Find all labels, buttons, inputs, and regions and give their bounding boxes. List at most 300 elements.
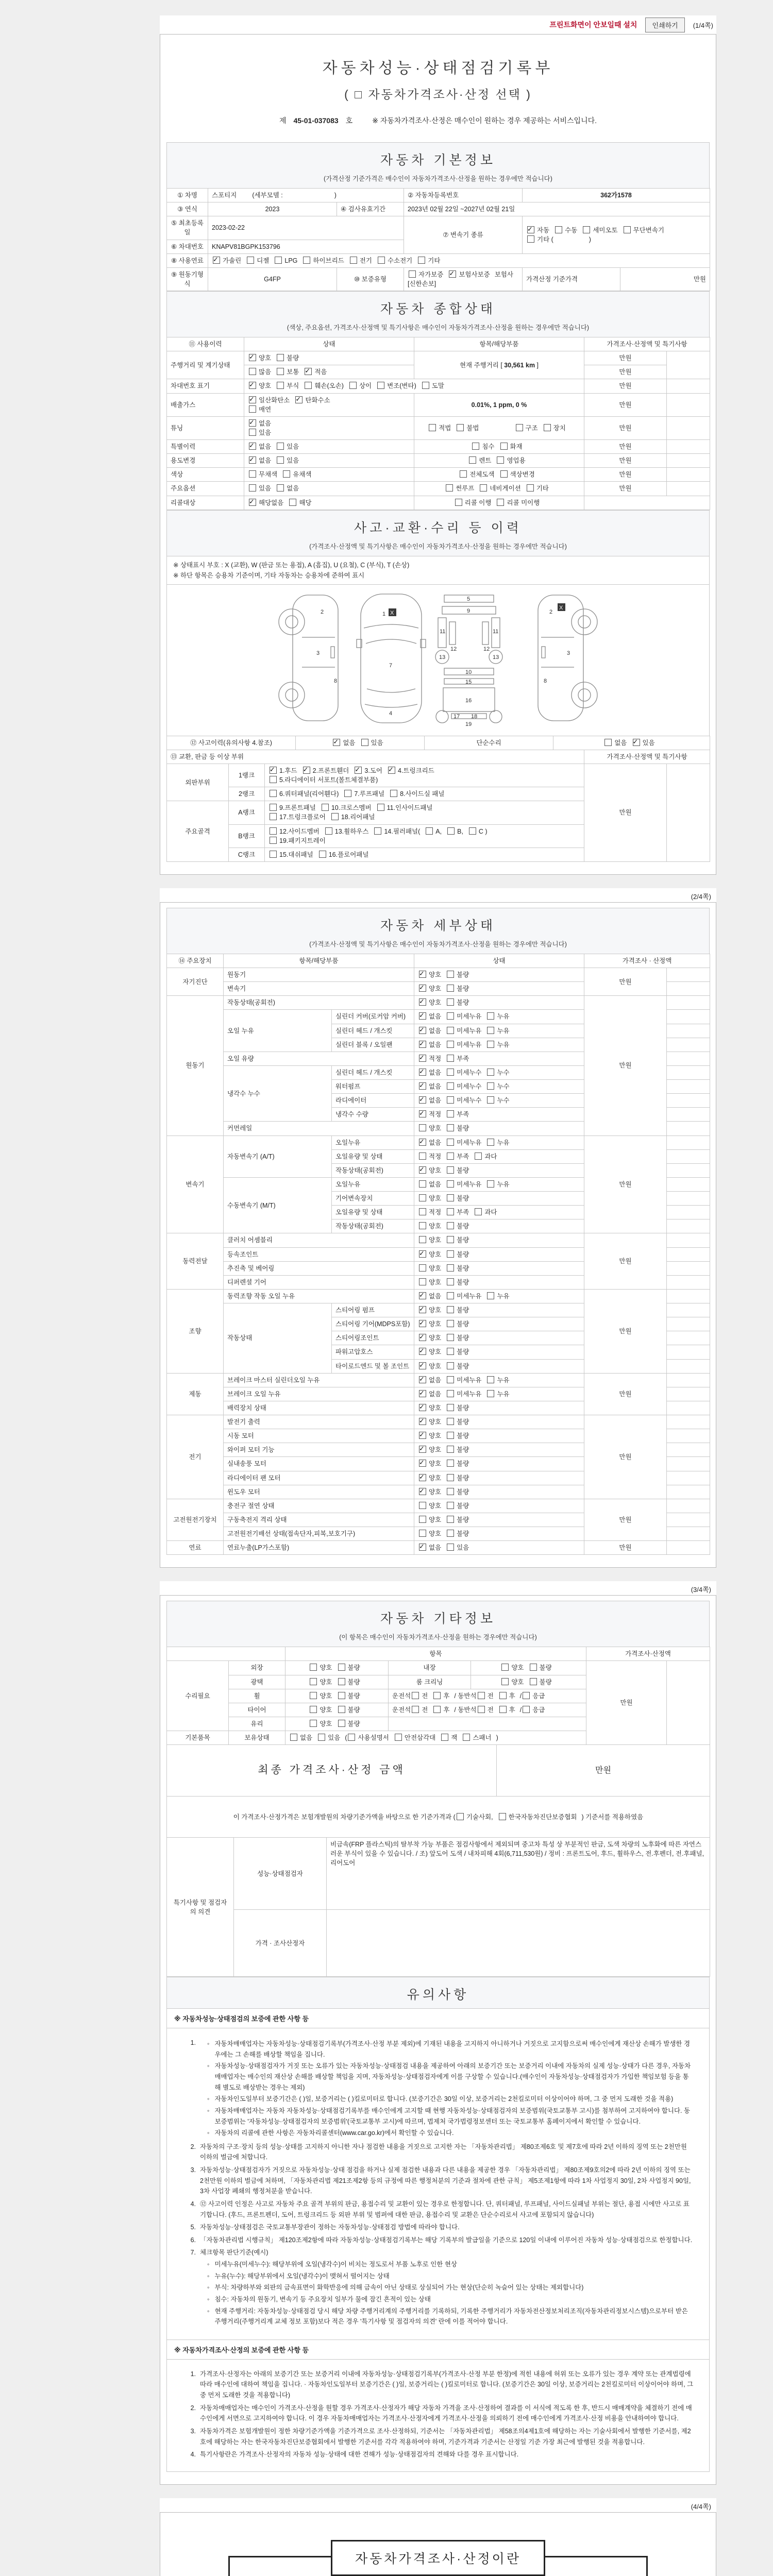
checkbox-unchecked bbox=[318, 1734, 325, 1741]
table-cell bbox=[667, 1457, 710, 1471]
table-cell: 스티어링조인트 bbox=[332, 1331, 414, 1345]
checkbox-label: 있음 bbox=[457, 1544, 469, 1552]
section-accident-history bbox=[166, 510, 710, 556]
checkbox-checked bbox=[419, 1110, 426, 1117]
table-cell: 원동기 bbox=[167, 996, 224, 1136]
checkbox-checked bbox=[419, 1376, 426, 1383]
panel-number: 3 bbox=[567, 650, 570, 656]
checkbox-label: 양호 bbox=[259, 382, 272, 390]
notice-text: 자동차가격은 보험개발원이 정한 차량기준가액을 기준가격으로 조사·산정하되, 기준서는 「자동차관리법」 제58조의4제1호에 해당하는 자는 기술사회에서 발행한 기준서를, 제2호에 해당하는 자는 한국자동차진단보증협회에서 발행한 기준서를 각각 적용하여야 하며, 기준가격과 기준서는 산정일 기준 가장 최근에 발행된 것을 적용합니다. bbox=[200, 2427, 691, 2446]
checkbox-unchecked bbox=[447, 1278, 454, 1285]
print-toolbar bbox=[160, 15, 716, 34]
table-cell bbox=[667, 996, 710, 1010]
other-info bbox=[166, 1647, 710, 1745]
checkbox-label: 일산화탄소 bbox=[259, 396, 290, 404]
basic-info-table bbox=[166, 188, 710, 291]
checkbox-label: 3.도어 bbox=[364, 767, 382, 774]
checkbox-checked bbox=[419, 1390, 426, 1397]
sheet-page-2 bbox=[160, 902, 716, 1568]
checkbox-checked bbox=[305, 368, 312, 375]
checkbox-unchecked bbox=[277, 484, 284, 492]
table-cell bbox=[265, 801, 584, 824]
checkbox-label: 없음 bbox=[259, 419, 272, 427]
notice-number: 1. bbox=[190, 2039, 196, 2047]
table-cell: 클러치 어셈블리 bbox=[224, 1233, 414, 1247]
checkbox-label: 미세누수 bbox=[457, 1097, 482, 1105]
notice-sub-item: ◦ 자동차의 리콜에 관한 사항은 자동차리콜센터(www.car.go.kr)에서 확인할 수 있습니다. bbox=[200, 2128, 694, 2139]
checkbox-label: 불량 bbox=[457, 1264, 469, 1272]
table-cell: 만원 bbox=[584, 393, 667, 416]
checkbox-checked bbox=[419, 1404, 426, 1411]
table-cell: 오일누유 bbox=[332, 1177, 414, 1191]
table-cell: 스포티지 (세부모델 : ) bbox=[208, 189, 404, 202]
checkbox-label: 불량 bbox=[539, 1664, 552, 1672]
checkbox-unchecked bbox=[478, 1692, 485, 1699]
table-cell: 라디에이터 팬 모터 bbox=[224, 1471, 414, 1485]
page-indicator-4: (4/4쪽) bbox=[160, 2498, 716, 2512]
page-indicator-3: (3/4쪽) bbox=[160, 1581, 716, 1595]
notice-item bbox=[188, 2165, 694, 2197]
checkbox-unchecked bbox=[447, 1320, 454, 1327]
notice-number: 2. bbox=[190, 2404, 196, 2412]
table-cell bbox=[389, 1717, 586, 1731]
exchange-sheetmetal-table bbox=[166, 750, 710, 862]
checkbox-unchecked bbox=[527, 235, 534, 243]
checkbox-unchecked bbox=[447, 1041, 454, 1048]
table-cell bbox=[667, 1024, 710, 1038]
checkbox-label: 불량 bbox=[457, 985, 469, 993]
checkbox-unchecked bbox=[446, 484, 453, 492]
checkbox-label: 수동 bbox=[565, 226, 578, 234]
checkbox-label: 있음 bbox=[259, 429, 272, 436]
checkbox-unchecked bbox=[472, 443, 479, 450]
checkbox-unchecked bbox=[290, 1734, 297, 1741]
checkbox-label: 누유 bbox=[497, 1027, 510, 1035]
table-cell bbox=[667, 1527, 710, 1541]
checkbox-unchecked bbox=[350, 257, 357, 264]
checkbox-label: 양호 bbox=[429, 1264, 442, 1272]
checkbox-unchecked bbox=[487, 1096, 494, 1104]
table-cell bbox=[414, 1233, 584, 1247]
checkbox-label: 없음 bbox=[300, 1734, 313, 1741]
checkbox-label: 없음 bbox=[429, 1083, 442, 1090]
print-button[interactable]: 인쇄하기 bbox=[645, 18, 684, 32]
table-cell bbox=[296, 736, 425, 750]
notice-item bbox=[188, 2426, 694, 2447]
checkbox-label: 양호 bbox=[429, 1278, 442, 1286]
table-cell: 내장 bbox=[389, 1661, 471, 1675]
checkbox-label: 없음 bbox=[343, 739, 356, 747]
checkbox-unchecked bbox=[349, 382, 357, 389]
checkbox-label: 양호 bbox=[429, 1236, 442, 1244]
table-cell bbox=[667, 1261, 710, 1275]
table-cell: 파워고압호스 bbox=[332, 1345, 414, 1359]
checkbox-label: 불량 bbox=[457, 1530, 469, 1537]
checkbox-label: 상이 bbox=[359, 382, 372, 390]
table-cell: 만원 bbox=[584, 379, 667, 393]
document-subtitle: ( □ 자동차가격조사·산정 선택 ) bbox=[344, 88, 532, 101]
section-subtitle: (가격조사·산정액 및 특기사항은 매수인이 자동차가격조사·산정을 원하는 경우에만 적습니다) bbox=[309, 543, 567, 550]
table-cell: 362가1578 bbox=[523, 189, 710, 202]
notice-number: 5. bbox=[190, 2224, 196, 2231]
table-cell bbox=[414, 1303, 584, 1317]
checkbox-unchecked bbox=[303, 257, 310, 264]
notice-text: 자동차의 구조·장치 등의 성능·상태를 고지하지 아니한 자나 점검한 내용을 거짓으로 고지한 자는 「자동차관리법」 제80조제6호 및 제7호에 따라 2년 이하의 징역 또는 2천만원 이하의 벌금에 처합니다. bbox=[200, 2143, 687, 2161]
checkbox-checked bbox=[419, 1041, 426, 1048]
price-definition-title: 자동차가격조사·산정이란 bbox=[331, 2540, 545, 2576]
print-install-link[interactable]: 프린트화면이 안보일때 설치 bbox=[549, 21, 637, 29]
checkbox-unchecked bbox=[277, 354, 284, 361]
notice-item bbox=[188, 2449, 694, 2460]
table-cell: 기본품목 bbox=[167, 1731, 229, 1745]
notice-text: 체크항목 판단기준(예시) ◦ 미세누유(미세누수): 해당부위에 오일(냉각수)이 비치는 정도로서 부품 노후로 인한 현상 ◦ 누유(누수): 해당부위에서 오일(냉각수)이 맺혀서 떨어지는 상태 ◦ 부식: 차량하부와 외판의 금속표면이 화학반응에 의해 금속이 아닌 상태로 상실되어 가는 현상(단순히 녹슬어 있는 상태는 제외합니다) ◦ 침수: 자동차의 원동기, 변속기 등 주요장치 일부가 물에 잠긴 흔적이 있는 상태 ◦ 현재 주행거리: 자동차성능·상태점검 당시 해당 차량 주행거리계의 주행거리를 기록하되, 기록한 주행거리가 자동차전산정보처리조직(자동차관리정보시스템)으로부터 받은 주행거리(주행거리계 교체 정보 포함)보다 적은 경우 '특기사항 및 점검자의 의견' 란에 이를 적어야 합니다. bbox=[200, 2247, 694, 2328]
checkbox-label: 불량 bbox=[347, 1706, 360, 1714]
checkbox-label: 양호 bbox=[429, 1530, 442, 1537]
table-cell: 작동상태(공회전) bbox=[332, 1163, 414, 1177]
table-cell bbox=[285, 1661, 389, 1675]
checkbox-unchecked bbox=[344, 790, 351, 797]
table-cell bbox=[667, 1387, 710, 1401]
checkbox-checked bbox=[419, 1432, 426, 1439]
checkbox-label: 양호 bbox=[429, 971, 442, 978]
checkbox-label: 양호 bbox=[511, 1678, 524, 1686]
table-cell bbox=[414, 1443, 584, 1457]
checkbox-unchecked bbox=[447, 1096, 454, 1104]
table-cell bbox=[414, 1373, 584, 1387]
page-column bbox=[160, 15, 716, 2576]
table-cell bbox=[414, 1038, 584, 1052]
section-basic-info bbox=[166, 142, 710, 189]
table-cell bbox=[285, 1689, 389, 1703]
panel-number: 4 bbox=[389, 710, 393, 717]
checkbox-unchecked bbox=[249, 484, 256, 492]
section-subtitle: (색상, 주요옵션, 가격조사·산정액 및 특기사항은 매수인이 자동차가격조사·산정을 원하는 경우에만 적습니다) bbox=[287, 324, 590, 331]
checkbox-label: 변조(변타) bbox=[387, 382, 416, 390]
checkbox-unchecked bbox=[277, 382, 284, 389]
table-cell: 충전구 절연 상태 bbox=[224, 1499, 414, 1513]
table-cell bbox=[208, 253, 710, 267]
table-cell bbox=[244, 379, 584, 393]
table-cell bbox=[667, 440, 710, 454]
checkbox-label: 불량 bbox=[457, 1166, 469, 1174]
table-cell bbox=[667, 379, 710, 393]
table-cell bbox=[414, 1065, 584, 1079]
table-cell bbox=[414, 1247, 584, 1261]
section-other-info bbox=[166, 1601, 710, 1647]
table-cell bbox=[667, 1038, 710, 1052]
checkbox-label: 잭 bbox=[451, 1734, 458, 1741]
table-cell bbox=[414, 1108, 584, 1122]
table-cell bbox=[414, 1219, 584, 1233]
checkbox-checked bbox=[419, 1166, 426, 1174]
table-cell: ⑨ 원동기형식 bbox=[167, 267, 208, 291]
other-info-table bbox=[166, 1647, 710, 1745]
checkbox-label: 1.후드 bbox=[279, 767, 297, 774]
checkbox-label: 불량 bbox=[457, 1502, 469, 1510]
checkbox-checked bbox=[419, 1362, 426, 1369]
exchange-sheetmetal-table-table bbox=[166, 750, 710, 862]
table-cell bbox=[414, 1345, 584, 1359]
checkbox-label: 양호 bbox=[429, 1404, 442, 1412]
checkbox-label: 불량 bbox=[457, 1460, 469, 1468]
checkbox-label: 가솔린 bbox=[223, 257, 242, 264]
table-cell: 만원 bbox=[584, 1136, 667, 1233]
checkbox-label: 불량 bbox=[457, 1195, 469, 1202]
doc-notice: ※ 자동차가격조사·산정은 매수인이 원하는 경우 제공하는 서비스입니다. bbox=[372, 116, 597, 125]
panel-number: 8 bbox=[334, 677, 338, 684]
checkbox-checked bbox=[527, 226, 534, 233]
checkbox-unchecked bbox=[523, 1692, 530, 1699]
checkbox-unchecked bbox=[480, 484, 487, 492]
checkbox-label: 도말 bbox=[431, 382, 444, 390]
checkbox-label: 양호 bbox=[429, 1307, 442, 1314]
checkbox-unchecked bbox=[604, 739, 612, 746]
car-diagram-svg bbox=[263, 590, 613, 728]
table-cell: C랭크 bbox=[229, 848, 265, 861]
table-cell bbox=[584, 496, 710, 510]
table-cell: ⑥ 차대번호 bbox=[167, 240, 208, 253]
checkbox-label: 양호 bbox=[259, 354, 272, 362]
table-cell bbox=[327, 1910, 710, 1977]
checkbox-label: 미세누유 bbox=[457, 1376, 482, 1384]
checkbox-label: 양호 bbox=[429, 1362, 442, 1370]
table-cell: 동력전달 bbox=[167, 1233, 224, 1290]
table-cell bbox=[414, 1471, 584, 1485]
table-cell: 냉각수 누수 bbox=[224, 1065, 332, 1122]
panel-number: 11 bbox=[440, 628, 446, 635]
table-cell bbox=[667, 1136, 710, 1149]
table-cell bbox=[667, 1401, 710, 1415]
table-cell: 없음 있음 ( 사용설명서 안전삼각대 잭 스패너 ) bbox=[285, 1731, 586, 1745]
checkbox-checked bbox=[355, 767, 362, 774]
checkbox-label: B, bbox=[457, 827, 463, 835]
checkbox-unchecked bbox=[419, 1530, 426, 1537]
checkbox-label: 없음 bbox=[429, 1180, 442, 1188]
checkbox-unchecked bbox=[310, 1664, 317, 1671]
checkbox-unchecked bbox=[447, 1446, 454, 1453]
checkbox-label: 매연 bbox=[259, 405, 272, 413]
table-cell: 오일누유 bbox=[332, 1136, 414, 1149]
checkbox-unchecked bbox=[447, 1124, 454, 1131]
checkbox-unchecked bbox=[447, 971, 454, 978]
checkbox-unchecked bbox=[409, 270, 416, 278]
checkbox-label: 부족 bbox=[457, 1153, 469, 1160]
checkbox-label: 불량 bbox=[457, 1334, 469, 1342]
table-cell: ① 차명 bbox=[167, 189, 208, 202]
section-notices bbox=[166, 1977, 710, 2009]
checkbox-unchecked bbox=[501, 1678, 509, 1685]
table-cell bbox=[414, 1485, 584, 1499]
table-cell: ⑩ 보증유형 bbox=[337, 267, 404, 291]
checkbox-label: 구조 bbox=[525, 424, 538, 432]
checkbox-label: 있음 bbox=[287, 457, 299, 465]
checkbox-unchecked bbox=[487, 1139, 494, 1146]
table-cell bbox=[414, 1317, 584, 1331]
table-cell bbox=[244, 496, 414, 510]
checkbox-label: 수소전기 bbox=[387, 257, 413, 264]
checkbox-label: 누수 bbox=[497, 1069, 510, 1076]
checkbox-unchecked bbox=[447, 1222, 454, 1229]
checkbox-label: 없음 bbox=[259, 443, 272, 450]
notice-sub-item: ◦ 자동차매매업자는 자동차 자동차성능·상태점검기록부를 매수인에게 고지할 때 현행 자동차성능·상태점검자의 보증범위(국토교통부 고시)를 첨부하여 고지하여야 합니다. 동 보증범위는 '자동차성능·상태점검자의 보증범위'(국토교통부 고시)에 따르며, 법제처 국가법령정보센터 또는 국토교통부 홈페이지에서 확인할 수 있습니다. bbox=[200, 2106, 694, 2127]
table-cell: 만원 bbox=[584, 365, 667, 379]
table-cell: 수리필요 bbox=[167, 1661, 229, 1731]
table-cell: 연료 bbox=[167, 1541, 224, 1555]
checkbox-label: 누유 bbox=[497, 1292, 510, 1300]
checkbox-unchecked bbox=[499, 1813, 506, 1820]
notice-number: 1. bbox=[190, 2370, 196, 2378]
section-subtitle: (가격조사·산정액 및 특기사항은 매수인이 자동차가격조사·산정을 원하는 경우에만 적습니다) bbox=[309, 940, 567, 948]
notice-sub-item: ◦ 부식: 차량하부와 외판의 금속표면이 화학반응에 의해 금속이 아닌 상태로 상실되어 가는 현상(단순히 녹슬어 있는 상태는 제외합니다) bbox=[200, 2282, 694, 2293]
panel-number: 16 bbox=[465, 697, 472, 704]
table-cell bbox=[414, 1024, 584, 1038]
status-code-notes bbox=[166, 556, 710, 585]
notice-number: 6. bbox=[190, 2236, 196, 2244]
checkbox-label: 누유 bbox=[497, 1139, 510, 1146]
checkbox-unchecked bbox=[516, 424, 523, 431]
checkbox-unchecked bbox=[395, 1734, 402, 1741]
checkbox-unchecked bbox=[487, 1376, 494, 1383]
panel-number: 13 bbox=[439, 654, 446, 660]
checkbox-unchecked bbox=[447, 1502, 454, 1509]
table-cell: 운전석 전 후 / 동반석 전 후 / 응급 bbox=[389, 1703, 586, 1717]
table-cell bbox=[414, 468, 584, 482]
checkbox-unchecked bbox=[378, 257, 385, 264]
checkbox-checked bbox=[419, 1446, 426, 1453]
table-cell bbox=[667, 1541, 710, 1555]
table-cell bbox=[285, 1675, 389, 1689]
checkbox-label: 미세누유 bbox=[457, 1041, 482, 1048]
checkbox-unchecked bbox=[247, 257, 254, 264]
checkbox-unchecked bbox=[500, 470, 508, 478]
table-cell: 구동축전지 격리 상태 bbox=[224, 1513, 414, 1527]
table-cell: 커먼레일 bbox=[224, 1122, 414, 1136]
car-panel-diagram bbox=[166, 584, 710, 736]
checkbox-label: 8.사이드실 패널 bbox=[400, 790, 445, 798]
table-cell bbox=[667, 393, 710, 416]
table-cell bbox=[414, 1177, 584, 1191]
table-cell: 전기 bbox=[167, 1415, 224, 1499]
table-cell: 0.01%, 1 ppm, 0 % bbox=[414, 393, 584, 416]
checkbox-checked bbox=[419, 1334, 426, 1341]
checkbox-label: 적정 bbox=[429, 1055, 442, 1062]
table-cell: 실린더 헤드 / 개스킷 bbox=[332, 1065, 414, 1079]
table-cell bbox=[667, 482, 710, 496]
section-title: 자동차 기타정보 bbox=[380, 1612, 496, 1626]
checkbox-label: 전 bbox=[422, 1706, 428, 1714]
document-header bbox=[166, 40, 710, 142]
table-cell: 만원 bbox=[620, 267, 710, 291]
detail-state bbox=[166, 954, 710, 1555]
checkbox-unchecked bbox=[390, 790, 397, 797]
checkbox-checked bbox=[249, 396, 256, 403]
checkbox-label: 없음 bbox=[429, 1097, 442, 1105]
table-cell: 만원 bbox=[584, 1373, 667, 1415]
checkbox-unchecked bbox=[419, 1222, 426, 1229]
table-cell bbox=[667, 1052, 710, 1065]
table-cell: ③ 연식 bbox=[167, 202, 208, 216]
table-cell: 룸 크리닝 bbox=[389, 1675, 471, 1689]
table-cell: 휠 bbox=[229, 1689, 285, 1703]
notice-text: 자동차매매업자는 매수인이 가격조사·산정을 원할 경우 가격조사·산정자가 해당 자동차 가격을 조사·산정하여 결과를 이 서식에 적도록 한 후, 반드시 매매계약을 체결하기 전에 매수인에게 서면으로 고지하여야 합니다. 이 경우 자동차매매업자는 가격조사·산정자에게 가격조사·산정을 의뢰하기 전에 매수인에게 가격조사·산정 비용을 안내하여야 합니다. bbox=[200, 2404, 692, 2422]
notice-text: 특기사항란은 가격조사·산정자의 자동차 성능·상태에 대한 견해가 성능·상태점검자의 견해와 다를 경우 표시합니다. bbox=[200, 2451, 519, 2459]
checkbox-label: 불량 bbox=[457, 1320, 469, 1328]
checkbox-label: 적정 bbox=[429, 1209, 442, 1216]
document-number-line bbox=[166, 115, 710, 126]
panel-number: 1 bbox=[382, 611, 386, 617]
table-cell: 가격 · 조사산정자 bbox=[234, 1910, 327, 1977]
checkbox-unchecked bbox=[447, 1390, 454, 1397]
checkbox-label: 불량 bbox=[457, 1278, 469, 1286]
checkbox-unchecked bbox=[412, 1692, 419, 1699]
table-cell: ⑫ 사고이력(유의사항 4.참조) bbox=[167, 736, 296, 750]
checkbox-label: 10.크로스멤버 bbox=[331, 804, 372, 812]
checkbox-label: 미세누유 bbox=[457, 1390, 482, 1398]
checkbox-unchecked bbox=[457, 1813, 464, 1820]
checkbox-label: 13.휠하우스 bbox=[334, 827, 369, 835]
table-cell: 단순수리 bbox=[425, 736, 553, 750]
table-cell bbox=[667, 1108, 710, 1122]
table-cell: 변속기 bbox=[224, 982, 414, 996]
checkbox-label: 17.트렁크플로어 bbox=[279, 814, 326, 821]
checkbox-unchecked bbox=[319, 851, 326, 858]
checkbox-unchecked bbox=[338, 1720, 345, 1727]
table-cell bbox=[667, 1192, 710, 1206]
table-cell: ② 자동차등록번호 bbox=[404, 189, 523, 202]
checkbox-checked bbox=[249, 443, 256, 450]
checkbox-label: 15.대쉬패널 bbox=[279, 851, 313, 858]
checkbox-label: 유채색 bbox=[293, 471, 312, 479]
checkbox-unchecked bbox=[419, 1264, 426, 1272]
checkbox-label: A, bbox=[435, 827, 442, 835]
checkbox-checked bbox=[419, 1544, 426, 1551]
checkbox-unchecked bbox=[447, 1404, 454, 1411]
table-cell: 고전원전기장치 bbox=[167, 1499, 224, 1540]
checkbox-label: 장치 bbox=[553, 424, 566, 432]
checkbox-unchecked bbox=[469, 827, 476, 835]
checkbox-label: 양호 bbox=[429, 1223, 442, 1230]
table-cell: 만원 bbox=[584, 1415, 667, 1499]
table-cell bbox=[667, 1247, 710, 1261]
inspector-opinion bbox=[166, 1837, 710, 1977]
section-title: 자동차 세부상태 bbox=[380, 918, 496, 933]
table-cell: ④ 검사유효기간 bbox=[337, 202, 404, 216]
table-cell bbox=[265, 764, 584, 787]
notice-a-list bbox=[166, 2028, 710, 2340]
checkbox-unchecked bbox=[527, 484, 534, 492]
checkbox-unchecked bbox=[475, 1153, 482, 1160]
table-cell: 2023-02-22 bbox=[208, 216, 404, 240]
checkbox-unchecked bbox=[310, 1692, 317, 1699]
notice-item bbox=[188, 2247, 694, 2328]
table-cell: 실린더 블록 / 오일팬 bbox=[332, 1038, 414, 1052]
table-cell bbox=[667, 1485, 710, 1499]
checkbox-unchecked bbox=[270, 804, 277, 811]
checkbox-label: 2.프론트휀더 bbox=[312, 767, 349, 774]
checkbox-checked bbox=[388, 767, 395, 774]
table-cell: 만원 bbox=[584, 996, 667, 1136]
table-cell: 만원 bbox=[584, 1233, 667, 1290]
table-cell: 주행거리 및 계기상태 bbox=[167, 351, 244, 379]
checkbox-unchecked bbox=[289, 499, 296, 506]
checkbox-label: 전기 bbox=[359, 257, 372, 264]
checkbox-checked bbox=[419, 1250, 426, 1258]
checkbox-checked bbox=[303, 767, 310, 774]
checkbox-label: 후 bbox=[443, 1706, 450, 1714]
checkbox-checked bbox=[333, 739, 340, 746]
checkbox-label: 양호 bbox=[511, 1664, 524, 1672]
page-indicator-1: (1/4쪽) bbox=[693, 21, 713, 29]
